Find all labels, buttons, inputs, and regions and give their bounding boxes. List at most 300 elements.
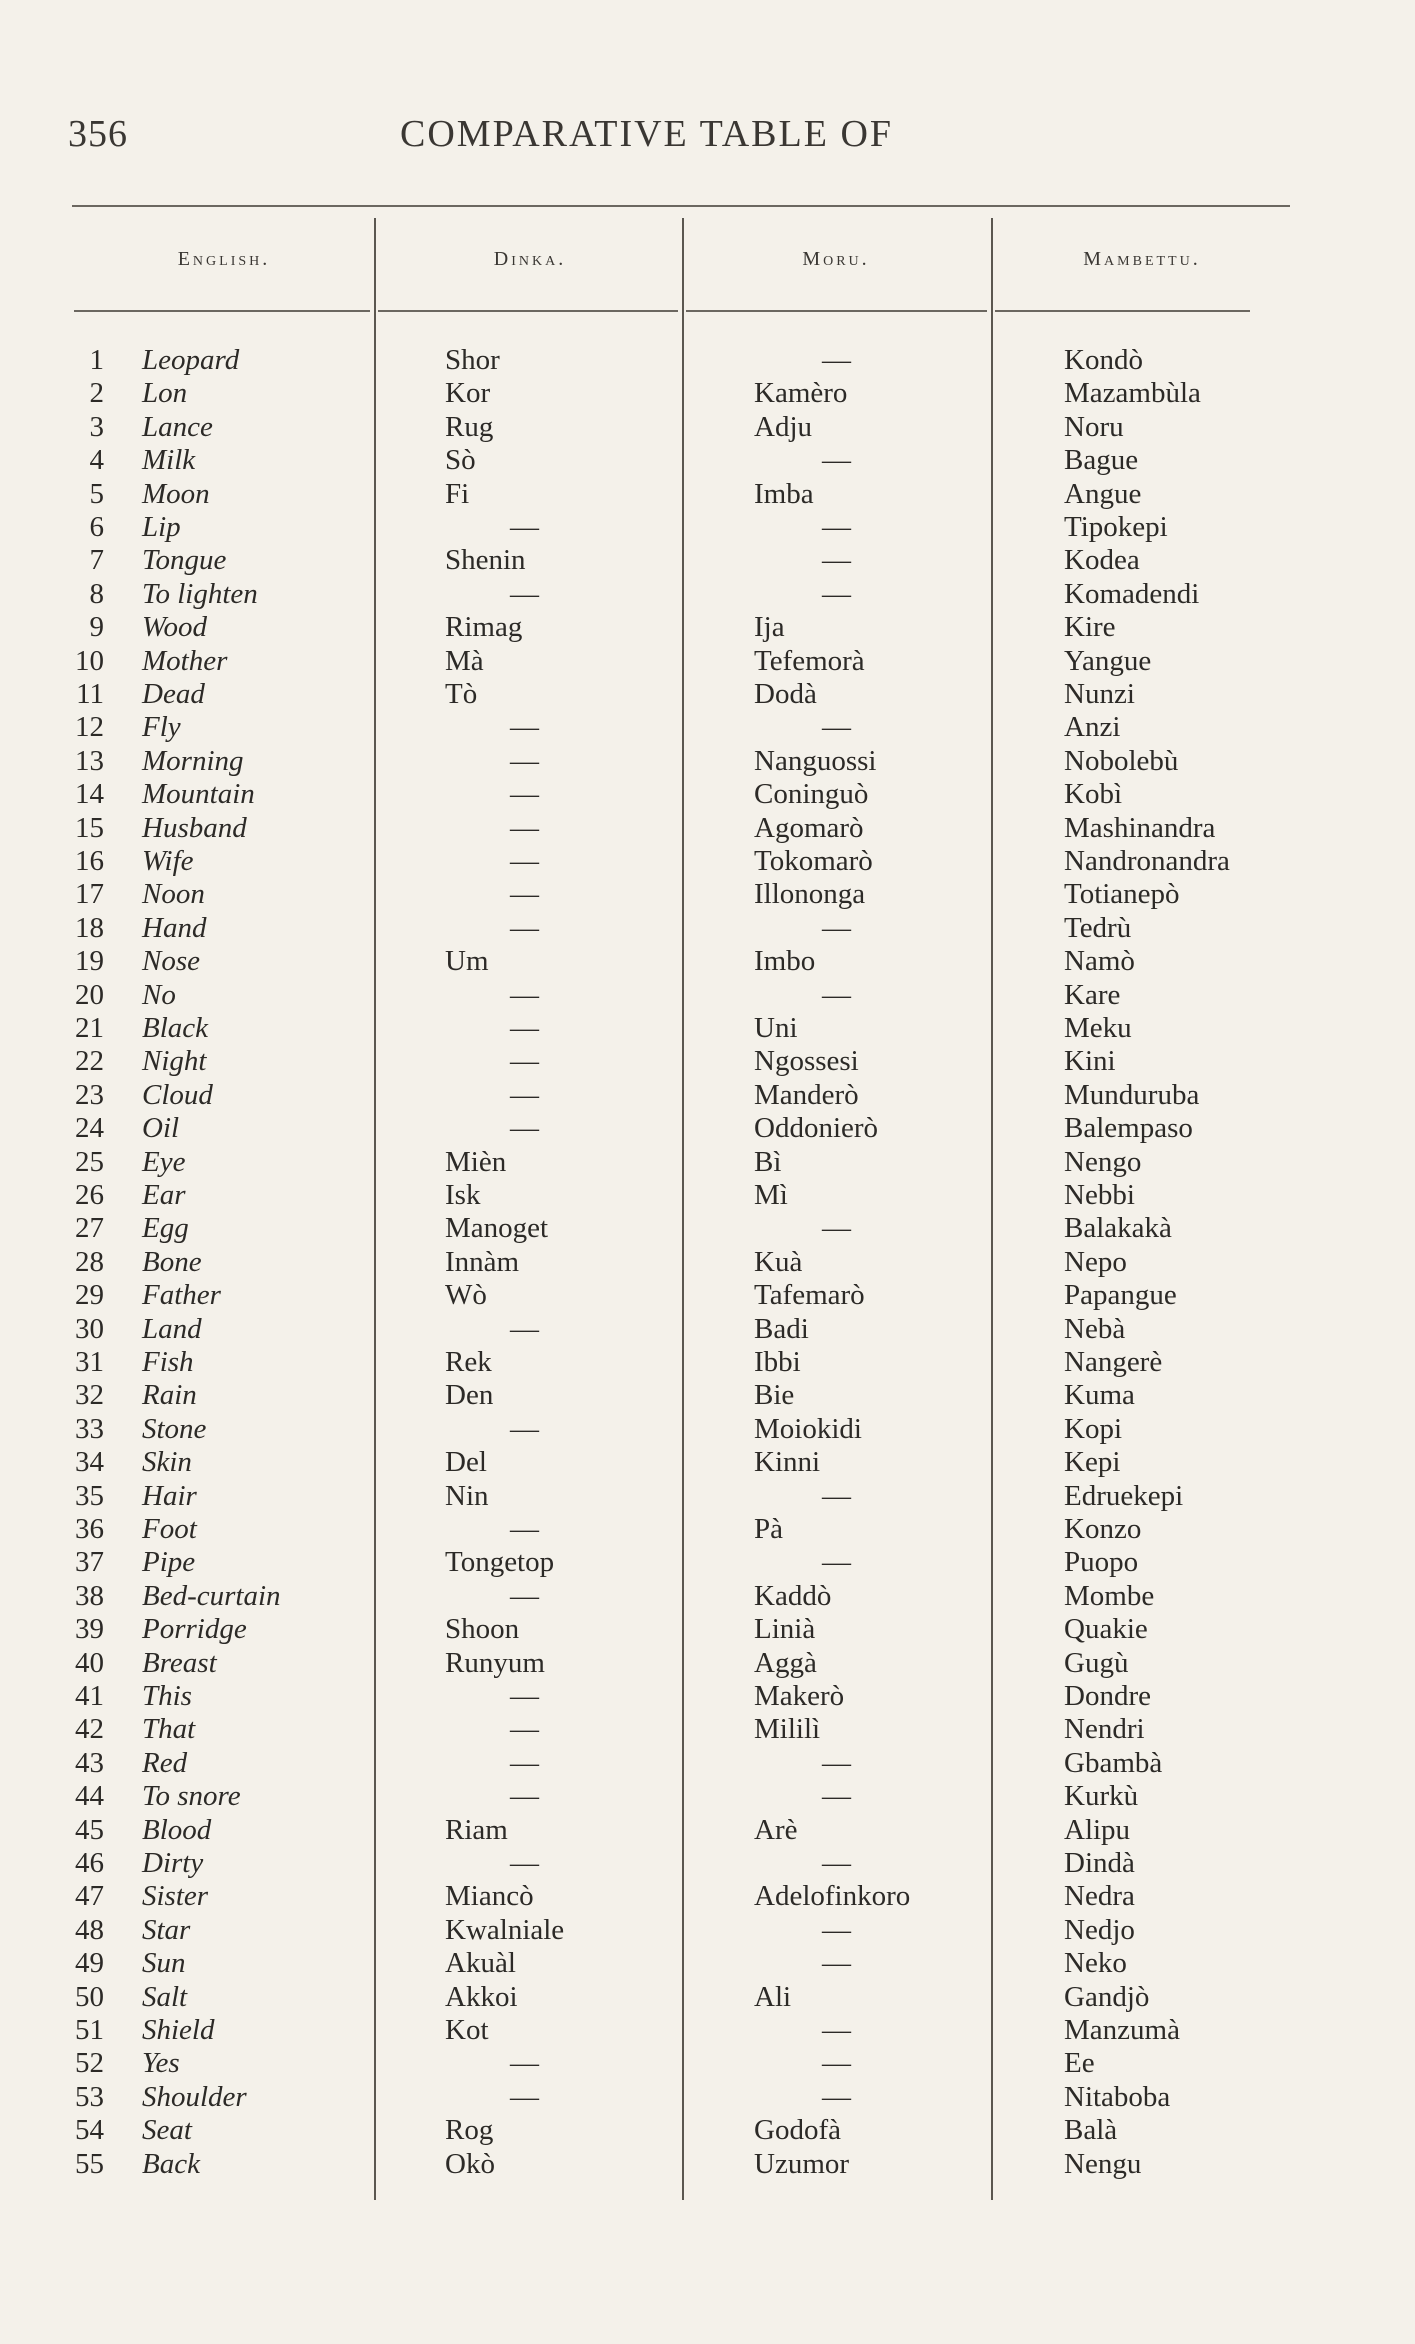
mambettu-word: Kopi	[1064, 1412, 1122, 1445]
mambettu-word: Gandjò	[1064, 1980, 1150, 2013]
english-word: Sister	[142, 1880, 209, 1913]
mambettu-word: Anzi	[1064, 711, 1121, 744]
table-row	[0, 1480, 1415, 1513]
table-row	[0, 1279, 1415, 1312]
table-row	[0, 645, 1415, 678]
mambettu-word: Nandronandra	[1064, 845, 1230, 877]
dinka-word: —	[510, 1045, 539, 1078]
english-word: Porridge	[142, 1613, 247, 1646]
row-number: 22	[75, 1045, 104, 1078]
moru-word: Adju	[754, 410, 812, 443]
mambettu-word: Gugù	[1064, 1646, 1129, 1679]
table-row	[0, 1112, 1415, 1145]
english-word: No	[142, 978, 176, 1011]
english-word: This	[142, 1680, 192, 1712]
moru-word: —	[822, 1479, 851, 1512]
moru-word: Linià	[754, 1613, 816, 1646]
column-header-dinka: Dinka.	[493, 248, 567, 270]
dinka-word: Mièn	[445, 1145, 507, 1178]
table-row	[0, 1346, 1415, 1379]
english-word: Red	[142, 1746, 188, 1779]
table-row	[0, 678, 1415, 711]
dinka-word: Fi	[445, 477, 470, 510]
moru-word: Oddonierò	[754, 1112, 879, 1145]
table-row	[0, 1179, 1415, 1212]
moru-word: —	[822, 2014, 851, 2046]
dinka-word: —	[510, 1746, 539, 1779]
moru-word: —	[822, 2080, 851, 2113]
dinka-word: Rug	[445, 410, 494, 443]
mambettu-word: Kurkù	[1064, 1780, 1139, 1813]
moru-word: —	[822, 444, 851, 477]
english-word: Bone	[142, 1245, 202, 1278]
english-word: Wife	[142, 845, 194, 877]
column-header-moru: Moru.	[802, 248, 870, 270]
mambettu-word: Neko	[1064, 1947, 1127, 1980]
dinka-word: Tò	[445, 678, 478, 710]
english-word: Lance	[142, 410, 213, 443]
moru-word: Imba	[754, 477, 814, 510]
dinka-word: —	[510, 1312, 539, 1345]
table-row	[0, 1847, 1415, 1880]
table-row	[0, 1012, 1415, 1045]
moru-word: Manderò	[754, 1078, 859, 1111]
row-number: 17	[75, 878, 104, 911]
mambettu-word: Komadendi	[1064, 577, 1200, 610]
moru-word: Arè	[754, 1813, 798, 1846]
mambettu-word: Nepo	[1064, 1245, 1127, 1278]
row-number: 26	[75, 1179, 104, 1211]
row-number: 42	[75, 1713, 104, 1746]
moru-word: Makerò	[754, 1680, 845, 1712]
row-number: 13	[75, 744, 104, 777]
moru-word: Aggà	[754, 1646, 817, 1679]
table-row	[0, 344, 1415, 377]
table-row	[0, 1513, 1415, 1546]
row-number: 24	[75, 1112, 104, 1145]
mambettu-word: Nedjo	[1064, 1913, 1135, 1946]
dinka-word: Manoget	[445, 1212, 549, 1245]
dinka-word: Kor	[445, 377, 491, 410]
row-number: 53	[75, 2080, 104, 2113]
moru-word: —	[822, 577, 851, 610]
english-word: Mountain	[142, 778, 255, 811]
moru-word: Kinni	[754, 1446, 821, 1479]
english-word: Eye	[142, 1145, 186, 1178]
dinka-word: Wò	[445, 1279, 487, 1312]
mambettu-word: Nunzi	[1064, 678, 1135, 710]
english-word: Breast	[142, 1646, 217, 1679]
row-number: 31	[75, 1346, 104, 1378]
row-number: 16	[75, 845, 104, 877]
dinka-word: —	[510, 1012, 539, 1044]
dinka-word: Shenin	[445, 544, 526, 577]
table-row	[0, 1747, 1415, 1780]
moru-word: Dodà	[754, 678, 817, 710]
english-word: Fish	[142, 1346, 194, 1378]
english-word: Fly	[142, 711, 181, 744]
row-number: 23	[75, 1078, 104, 1111]
dinka-word: Runyum	[445, 1646, 545, 1679]
dinka-word: —	[510, 1112, 539, 1145]
mambettu-word: Quakie	[1064, 1613, 1148, 1646]
mambettu-word: Konzo	[1064, 1513, 1142, 1545]
row-number: 38	[75, 1579, 104, 1612]
row-number: 28	[75, 1245, 104, 1278]
english-word: Moon	[142, 477, 210, 510]
row-number: 18	[75, 911, 104, 944]
row-number: 20	[75, 978, 104, 1011]
mambettu-word: Namò	[1064, 945, 1135, 978]
dinka-word: Nin	[445, 1479, 489, 1512]
english-word: Hair	[142, 1479, 197, 1512]
moru-word: Godofà	[754, 2114, 841, 2147]
english-word: Star	[142, 1913, 191, 1946]
table-row	[0, 1981, 1415, 2014]
moru-word: —	[822, 1746, 851, 1779]
row-number: 40	[75, 1646, 104, 1679]
english-word: Milk	[142, 444, 196, 477]
moru-word: Mililì	[754, 1713, 821, 1746]
dinka-word: —	[510, 1680, 539, 1712]
mambettu-word: Edruekepi	[1064, 1479, 1184, 1512]
dinka-word: —	[510, 1412, 539, 1445]
row-number: 43	[75, 1746, 104, 1779]
table-row	[0, 1212, 1415, 1245]
moru-word: —	[822, 1780, 851, 1813]
row-number: 36	[75, 1513, 104, 1545]
row-number: 6	[89, 511, 104, 543]
moru-word: —	[822, 344, 851, 376]
dinka-word: Akuàl	[445, 1947, 516, 1980]
moru-word: Adelofinkoro	[754, 1880, 911, 1913]
dinka-word: —	[510, 811, 539, 844]
row-number: 55	[75, 2147, 104, 2180]
row-number: 15	[75, 811, 104, 844]
moru-word: Badi	[754, 1312, 809, 1345]
moru-word: —	[822, 1913, 851, 1946]
dinka-word: Kot	[445, 2014, 489, 2046]
header-rule	[686, 310, 987, 312]
table-row	[0, 1880, 1415, 1913]
dinka-word: —	[510, 1579, 539, 1612]
mambettu-word: Noru	[1064, 410, 1124, 443]
row-number: 52	[75, 2047, 104, 2080]
row-number: 33	[75, 1412, 104, 1445]
mambettu-word: Meku	[1064, 1012, 1132, 1044]
table-row	[0, 2047, 1415, 2080]
moru-word: —	[822, 978, 851, 1011]
moru-word: —	[822, 1947, 851, 1980]
dinka-word: —	[510, 1078, 539, 1111]
moru-word: Moiokidi	[754, 1412, 862, 1445]
table-row	[0, 1446, 1415, 1479]
english-word: Back	[142, 2147, 200, 2180]
moru-word: —	[822, 1847, 851, 1879]
dinka-word: —	[510, 778, 539, 811]
mambettu-word: Bague	[1064, 444, 1139, 477]
table-row	[0, 912, 1415, 945]
moru-word: Ija	[754, 611, 785, 644]
table-row	[0, 444, 1415, 477]
moru-word: Kuà	[754, 1245, 803, 1278]
dinka-word: Mà	[445, 644, 484, 677]
table-row	[0, 1246, 1415, 1279]
mambettu-word: Yangue	[1064, 644, 1152, 677]
english-word: Pipe	[142, 1546, 196, 1579]
mambettu-word: Nobolebù	[1064, 744, 1179, 777]
mambettu-word: Manzumà	[1064, 2014, 1180, 2046]
english-word: Morning	[142, 744, 244, 777]
mambettu-word: Mashinandra	[1064, 811, 1216, 844]
mambettu-word: Alipu	[1064, 1813, 1131, 1846]
english-word: Mother	[142, 644, 228, 677]
dinka-word: —	[510, 1780, 539, 1813]
dinka-word: —	[510, 2047, 539, 2080]
moru-word: Kamèro	[754, 377, 848, 410]
row-number: 4	[89, 444, 104, 477]
row-number: 30	[75, 1312, 104, 1345]
table-row	[0, 711, 1415, 744]
table-row	[0, 544, 1415, 577]
english-word: Dead	[142, 678, 205, 710]
table-row	[0, 1413, 1415, 1446]
dinka-word: Kwalniale	[445, 1913, 565, 1946]
row-number: 3	[89, 410, 104, 443]
table-row	[0, 1780, 1415, 1813]
dinka-word: Isk	[445, 1179, 481, 1211]
english-word: Skin	[142, 1446, 192, 1479]
row-number: 14	[75, 778, 104, 811]
dinka-word: —	[510, 1847, 539, 1879]
mambettu-word: Kire	[1064, 611, 1116, 644]
mambettu-word: Tipokepi	[1064, 511, 1168, 543]
mambettu-word: Angue	[1064, 477, 1142, 510]
mambettu-word: Dindà	[1064, 1847, 1135, 1879]
dinka-word: Shor	[445, 344, 500, 376]
table-row	[0, 845, 1415, 878]
moru-word: Nanguossi	[754, 744, 877, 777]
english-word: Wood	[142, 611, 207, 644]
table-row	[0, 979, 1415, 1012]
mambettu-word: Nebà	[1064, 1312, 1126, 1345]
row-number: 2	[89, 377, 104, 410]
dinka-word: —	[510, 744, 539, 777]
english-word: To snore	[142, 1780, 241, 1813]
dinka-word: —	[510, 2080, 539, 2113]
mambettu-word: Kare	[1064, 978, 1121, 1011]
table-row	[0, 1580, 1415, 1613]
english-word: Nose	[142, 945, 200, 978]
dinka-word: Shoon	[445, 1613, 520, 1646]
mambettu-word: Nedra	[1064, 1880, 1135, 1913]
mambettu-word: Ee	[1064, 2047, 1095, 2080]
dinka-word: —	[510, 978, 539, 1011]
english-word: Sun	[142, 1947, 186, 1980]
table-row	[0, 878, 1415, 911]
dinka-word: Sò	[445, 444, 476, 477]
row-number: 47	[75, 1880, 104, 1913]
mambettu-word: Nengu	[1064, 2147, 1142, 2180]
moru-word: Mì	[754, 1179, 788, 1211]
dinka-word: Riam	[445, 1813, 508, 1846]
mambettu-word: Dondre	[1064, 1680, 1151, 1712]
row-number: 46	[75, 1847, 104, 1879]
mambettu-word: Nendri	[1064, 1713, 1145, 1746]
english-word: Yes	[142, 2047, 180, 2080]
table-row	[0, 1947, 1415, 1980]
table-row	[0, 2014, 1415, 2047]
dinka-word: —	[510, 511, 539, 543]
table-row	[0, 1045, 1415, 1078]
dinka-word: —	[510, 1513, 539, 1545]
dinka-word: Um	[445, 945, 489, 978]
table-row	[0, 1079, 1415, 1112]
mambettu-word: Gbambà	[1064, 1746, 1163, 1779]
row-number: 11	[76, 678, 104, 710]
moru-word: Coninguò	[754, 778, 869, 811]
english-word: Night	[142, 1045, 207, 1078]
column-header-english: English.	[177, 248, 271, 270]
row-number: 5	[89, 477, 104, 510]
moru-word: —	[822, 544, 851, 577]
dinka-word: Innàm	[445, 1245, 520, 1278]
english-word: Lon	[142, 377, 188, 410]
table-row	[0, 1914, 1415, 1947]
moru-word: Pà	[754, 1513, 783, 1545]
mambettu-word: Kodea	[1064, 544, 1140, 577]
dinka-word: Rog	[445, 2114, 494, 2147]
row-number: 32	[75, 1379, 104, 1412]
moru-word: —	[822, 1212, 851, 1245]
mambettu-word: Tedrù	[1064, 911, 1132, 944]
top-rule	[72, 205, 1290, 207]
english-word: Oil	[142, 1112, 180, 1145]
row-number: 12	[75, 711, 104, 744]
mambettu-word: Kuma	[1064, 1379, 1135, 1412]
mambettu-word: Balakakà	[1064, 1212, 1172, 1245]
english-word: Father	[142, 1279, 221, 1312]
english-word: Shield	[142, 2014, 215, 2046]
header-rule	[378, 310, 678, 312]
moru-word: Bie	[754, 1379, 795, 1412]
mambettu-word: Puopo	[1064, 1546, 1139, 1579]
table-row	[0, 778, 1415, 811]
mambettu-word: Papangue	[1064, 1279, 1177, 1312]
row-number: 48	[75, 1913, 104, 1946]
english-word: That	[142, 1713, 196, 1746]
table-row	[0, 745, 1415, 778]
moru-word: —	[822, 511, 851, 543]
moru-word: Ibbi	[754, 1346, 801, 1378]
row-number: 51	[75, 2014, 104, 2046]
header-rule	[995, 310, 1250, 312]
mambettu-word: Balà	[1064, 2114, 1118, 2147]
table-row	[0, 1146, 1415, 1179]
english-word: Stone	[142, 1412, 207, 1445]
english-word: Bed-curtain	[142, 1579, 281, 1612]
mambettu-word: Mazambùla	[1064, 377, 1201, 410]
mambettu-word: Nengo	[1064, 1145, 1142, 1178]
english-word: Husband	[142, 811, 247, 844]
row-number: 45	[75, 1813, 104, 1846]
english-word: Seat	[142, 2114, 192, 2147]
moru-word: —	[822, 1546, 851, 1579]
table-row	[0, 1379, 1415, 1412]
english-word: Hand	[142, 911, 207, 944]
row-number: 25	[75, 1145, 104, 1178]
table-row	[0, 411, 1415, 444]
moru-word: Ali	[754, 1980, 792, 2013]
row-number: 1	[89, 344, 104, 376]
moru-word: Kaddò	[754, 1579, 832, 1612]
dinka-word: Tongetop	[445, 1546, 555, 1579]
dinka-word: —	[510, 711, 539, 744]
dinka-word: Del	[445, 1446, 487, 1479]
row-number: 34	[75, 1446, 104, 1479]
moru-word: Ngossesi	[754, 1045, 859, 1078]
row-number: 10	[75, 644, 104, 677]
row-number: 9	[89, 611, 104, 644]
table-row	[0, 1647, 1415, 1680]
row-number: 49	[75, 1947, 104, 1980]
dinka-word: —	[510, 845, 539, 877]
row-number: 7	[89, 544, 104, 577]
dinka-word: Rek	[445, 1346, 492, 1378]
table-row	[0, 611, 1415, 644]
mambettu-word: Munduruba	[1064, 1078, 1200, 1111]
english-word: Egg	[142, 1212, 189, 1245]
moru-word: Imbo	[754, 945, 816, 978]
table-row	[0, 1546, 1415, 1579]
header-rule	[74, 310, 370, 312]
row-number: 35	[75, 1479, 104, 1512]
column-header-mambettu: Mambettu.	[1083, 248, 1201, 270]
english-word: Rain	[142, 1379, 197, 1412]
moru-word: Uni	[754, 1012, 798, 1044]
table-row	[0, 377, 1415, 410]
mambettu-word: Nitaboba	[1064, 2080, 1171, 2113]
english-word: Blood	[142, 1813, 212, 1846]
dinka-word: —	[510, 1713, 539, 1746]
english-word: Dirty	[142, 1847, 204, 1879]
moru-word: Tafemarò	[754, 1279, 865, 1312]
table-row	[0, 578, 1415, 611]
page-number: 356	[68, 113, 128, 155]
english-word: Black	[142, 1012, 209, 1044]
row-number: 41	[75, 1680, 104, 1712]
row-number: 27	[75, 1212, 104, 1245]
row-number: 8	[89, 577, 104, 610]
english-word: Shoulder	[142, 2080, 247, 2113]
dinka-word: Miancò	[445, 1880, 534, 1913]
page-title: COMPARATIVE TABLE OF	[400, 113, 894, 155]
dinka-word: Akkoi	[445, 1980, 518, 2013]
table-row	[0, 2114, 1415, 2147]
moru-word: Tokomarò	[754, 845, 873, 877]
table-row	[0, 945, 1415, 978]
row-number: 50	[75, 1980, 104, 2013]
moru-word: —	[822, 2047, 851, 2080]
mambettu-word: Kobì	[1064, 778, 1122, 811]
moru-word: —	[822, 911, 851, 944]
table-row	[0, 1680, 1415, 1713]
table-row	[0, 511, 1415, 544]
moru-word: Uzumor	[754, 2147, 850, 2180]
mambettu-word: Nangerè	[1064, 1346, 1163, 1378]
table-row	[0, 1613, 1415, 1646]
english-word: Ear	[142, 1179, 186, 1211]
